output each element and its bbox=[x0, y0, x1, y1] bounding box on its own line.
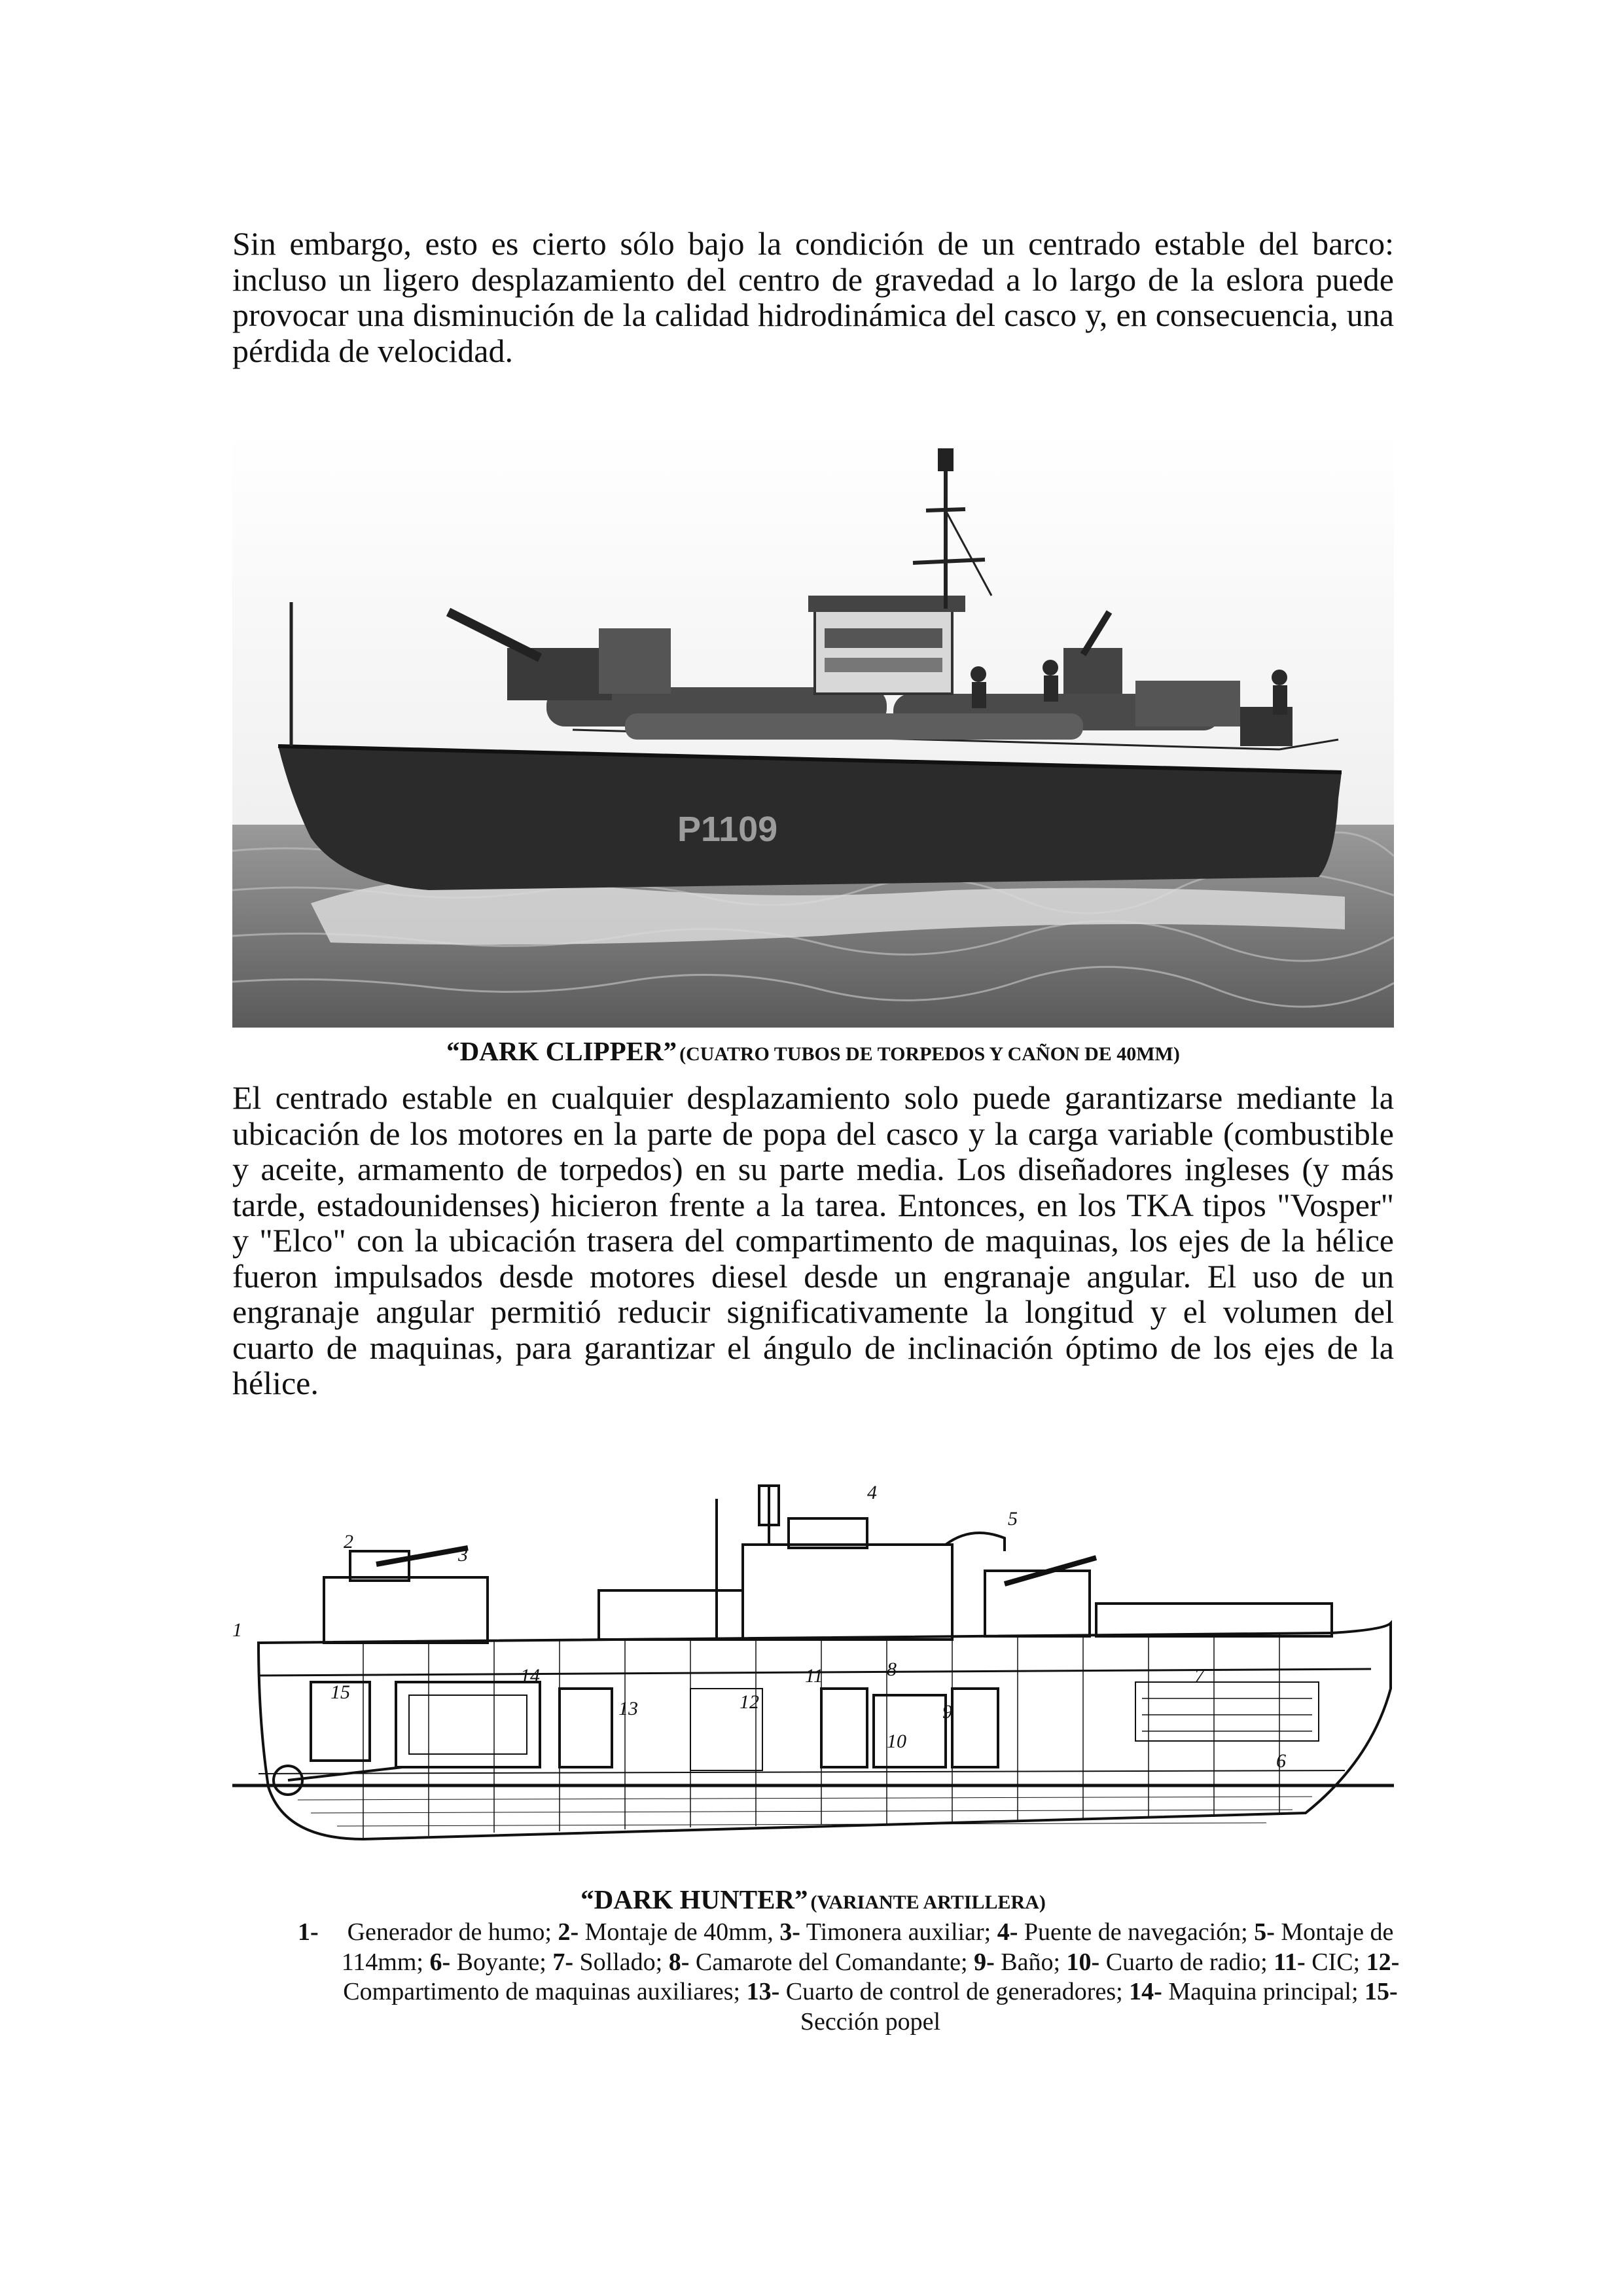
callout-4: 4 bbox=[867, 1482, 877, 1503]
legend-item: Generador de humo; bbox=[347, 1918, 558, 1946]
legend-item: 12- Compartimento de maquinas auxiliares; bbox=[343, 1948, 1400, 2006]
paragraph-line: engranaje angular permitió reducir significativamente la longitud y el volumen del bbox=[232, 1293, 1394, 1330]
callout-10: 10 bbox=[887, 1731, 906, 1752]
paragraph-line: y "Elco" con la ubicación trasera del compartimento de maquinas, los ejes de la hélice bbox=[232, 1222, 1394, 1259]
callout-8: 8 bbox=[887, 1659, 897, 1680]
paragraph-line: pérdida de velocidad. bbox=[232, 332, 513, 369]
legend-item: 15- Sección popel bbox=[800, 1978, 1398, 2036]
legend-item: 11- CIC; bbox=[1274, 1948, 1366, 1976]
callout-9: 9 bbox=[942, 1701, 952, 1723]
paragraph-line: ubicación de los motores en la parte de popa del casco y la carga variable (combustible bbox=[232, 1115, 1394, 1152]
legend-item: 6- Boyante; bbox=[429, 1948, 553, 1976]
legend-item: 2- Montaje de 40mm, bbox=[558, 1918, 780, 1946]
callout-15: 15 bbox=[330, 1681, 350, 1703]
boat-photo bbox=[232, 432, 1394, 1028]
boat-cutaway-drawing bbox=[232, 1473, 1394, 1852]
drawing-caption bbox=[232, 1884, 1394, 1915]
legend-item: 9- Baño; bbox=[974, 1948, 1067, 1976]
paragraph-line: incluso un ligero desplazamiento del centro de gravedad a lo largo de la eslora puede bbox=[232, 260, 1394, 298]
body-paragraph-1 bbox=[232, 226, 1394, 368]
caption-title: “DARK HUNTER” bbox=[580, 1884, 808, 1914]
legend-text bbox=[337, 1918, 1404, 2037]
callout-6: 6 bbox=[1276, 1750, 1286, 1772]
caption-subtitle: (VARIANTE ARTILLERA) bbox=[810, 1892, 1046, 1913]
legend-item: 5- Montaje de 114mm; bbox=[341, 1918, 1394, 1976]
bridge-outline bbox=[743, 1545, 952, 1640]
cutaway-illustration bbox=[232, 1473, 1394, 1852]
callout-7: 7 bbox=[1194, 1665, 1204, 1687]
caption-title: “DARK CLIPPER” bbox=[446, 1036, 677, 1066]
legend-item: 8- Camarote del Comandante; bbox=[668, 1948, 974, 1976]
paragraph-line: hélice. bbox=[232, 1365, 319, 1401]
paragraph-line: Sin embargo, esto es cierto sólo bajo la condición de un centrado estable del barco: bbox=[232, 225, 1394, 262]
callout-14: 14 bbox=[520, 1665, 540, 1687]
paragraph-line: cuarto de maquinas, para garantizar el ángulo de inclinación óptimo de los ejes de la bbox=[232, 1329, 1394, 1366]
paragraph-line: El centrado estable en cualquier desplazamiento solo puede garantizarse mediante la bbox=[232, 1079, 1394, 1116]
bridge bbox=[808, 596, 965, 694]
paragraph-line: y aceite, armamento de torpedos) en su parte media. Los diseñadores ingleses (y más bbox=[232, 1151, 1394, 1187]
aft-gun-mount bbox=[324, 1577, 488, 1643]
legend-item: 10- Cuarto de radio; bbox=[1066, 1948, 1274, 1976]
caption-subtitle: (CUATRO TUBOS DE TORPEDOS Y CAÑON DE 40MM) bbox=[679, 1043, 1180, 1065]
callout-3: 3 bbox=[458, 1544, 468, 1566]
legend-lead-number: 1- bbox=[298, 1918, 319, 1946]
photo-caption bbox=[232, 1035, 1394, 1067]
paragraph-line: provocar una disminución de la calidad hidrodinámica del casco y, en consecuencia, una bbox=[232, 296, 1394, 333]
legend-item: 13- Cuarto de control de generadores; bbox=[746, 1978, 1130, 2006]
body-paragraph-2 bbox=[232, 1080, 1394, 1401]
callout-12: 12 bbox=[740, 1691, 759, 1713]
legend-item: 4- Puente de navegación; bbox=[997, 1918, 1255, 1946]
hull-marking: P1109 bbox=[677, 810, 778, 849]
paragraph-line: tarde, estadounidenses) hicieron frente a la tarea. Entonces, en los TKA tipos "Vosper" bbox=[232, 1186, 1394, 1223]
forward-gun-mount bbox=[985, 1571, 1090, 1636]
callout-11: 11 bbox=[805, 1665, 823, 1687]
drawing-legend bbox=[298, 1918, 1404, 2037]
callout-5: 5 bbox=[1008, 1508, 1018, 1530]
legend-item: 3- Timonera auxiliar; bbox=[779, 1918, 997, 1946]
callout-2: 2 bbox=[344, 1531, 353, 1552]
paragraph-line: fueron impulsados desde motores diesel desde un engranaje angular. El uso de un bbox=[232, 1257, 1394, 1295]
legend-item: 14- Maquina principal; bbox=[1129, 1978, 1365, 2006]
callout-1: 1 bbox=[232, 1619, 242, 1641]
boat-photo-illustration bbox=[232, 432, 1394, 1028]
callout-13: 13 bbox=[618, 1698, 638, 1719]
legend-item: 7- Sollado; bbox=[552, 1948, 669, 1976]
